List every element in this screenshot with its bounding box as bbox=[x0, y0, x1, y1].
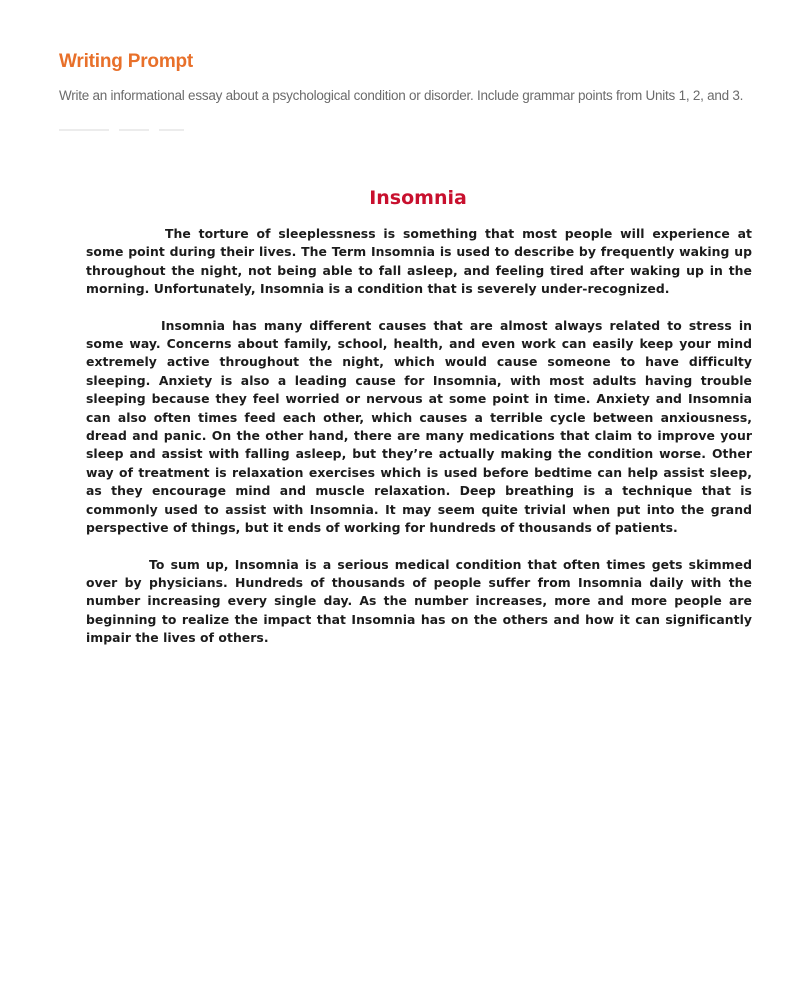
essay-title: Insomnia bbox=[369, 187, 467, 209]
faint-divider bbox=[59, 129, 184, 131]
prompt-heading: Writing Prompt bbox=[59, 51, 194, 72]
essay-paragraph-conclusion: To sum up, Insomnia is a serious medical condition that often times gets skimmed over by physicians. Hundreds of thousands of people suffer from Insomnia daily with the number increasing every single day. As the number increases, more and more people are beginning to realize the impact that Insomnia has on the others and how it can significantly impair the lives of others. bbox=[86, 556, 752, 646]
essay-body bbox=[86, 225, 752, 666]
prompt-text: Write an informational essay about a psychological condition or disorder. Include grammar points from Units 1, 2, and 3. bbox=[59, 88, 744, 103]
essay-paragraph-causes: Insomnia has many different causes that are almost always related to stress in some way. Concerns about family, school, health, and even work can easily keep your mind extremely active throughout the night, which would cause someone to have difficulty sleeping. Anxiety is also a leading cause for Insomnia, with most adults having trouble sleeping because they feel worried or nervous at some point in time. Anxiety and Insomnia can also often times feed each other, which causes a terrible cycle between anxiousness, dread and panic. On the other hand, there are many medications that claim to improve your sleep and assist with falling asleep, but they’re actually making the condition worse. Other way of treatment is relaxation exercises which is used before bedtime can help assist sleep, as they encourage mind and muscle relaxation. Deep breathing is a technique that is commonly used to assist with Insomnia. It may seem quite trivial when put into the grand perspective of things, but it ends of working for hundreds of thousands of patients. bbox=[86, 317, 752, 536]
essay-paragraph-intro: The torture of sleeplessness is something that most people will experience at some point during their lives. The Term Insomnia is used to describe by frequently waking up throughout the night, not being able to fall asleep, and feeling tired after waking up in the morning. Unfortunately, Insomnia is a condition that is severely under-recognized. bbox=[86, 226, 752, 297]
